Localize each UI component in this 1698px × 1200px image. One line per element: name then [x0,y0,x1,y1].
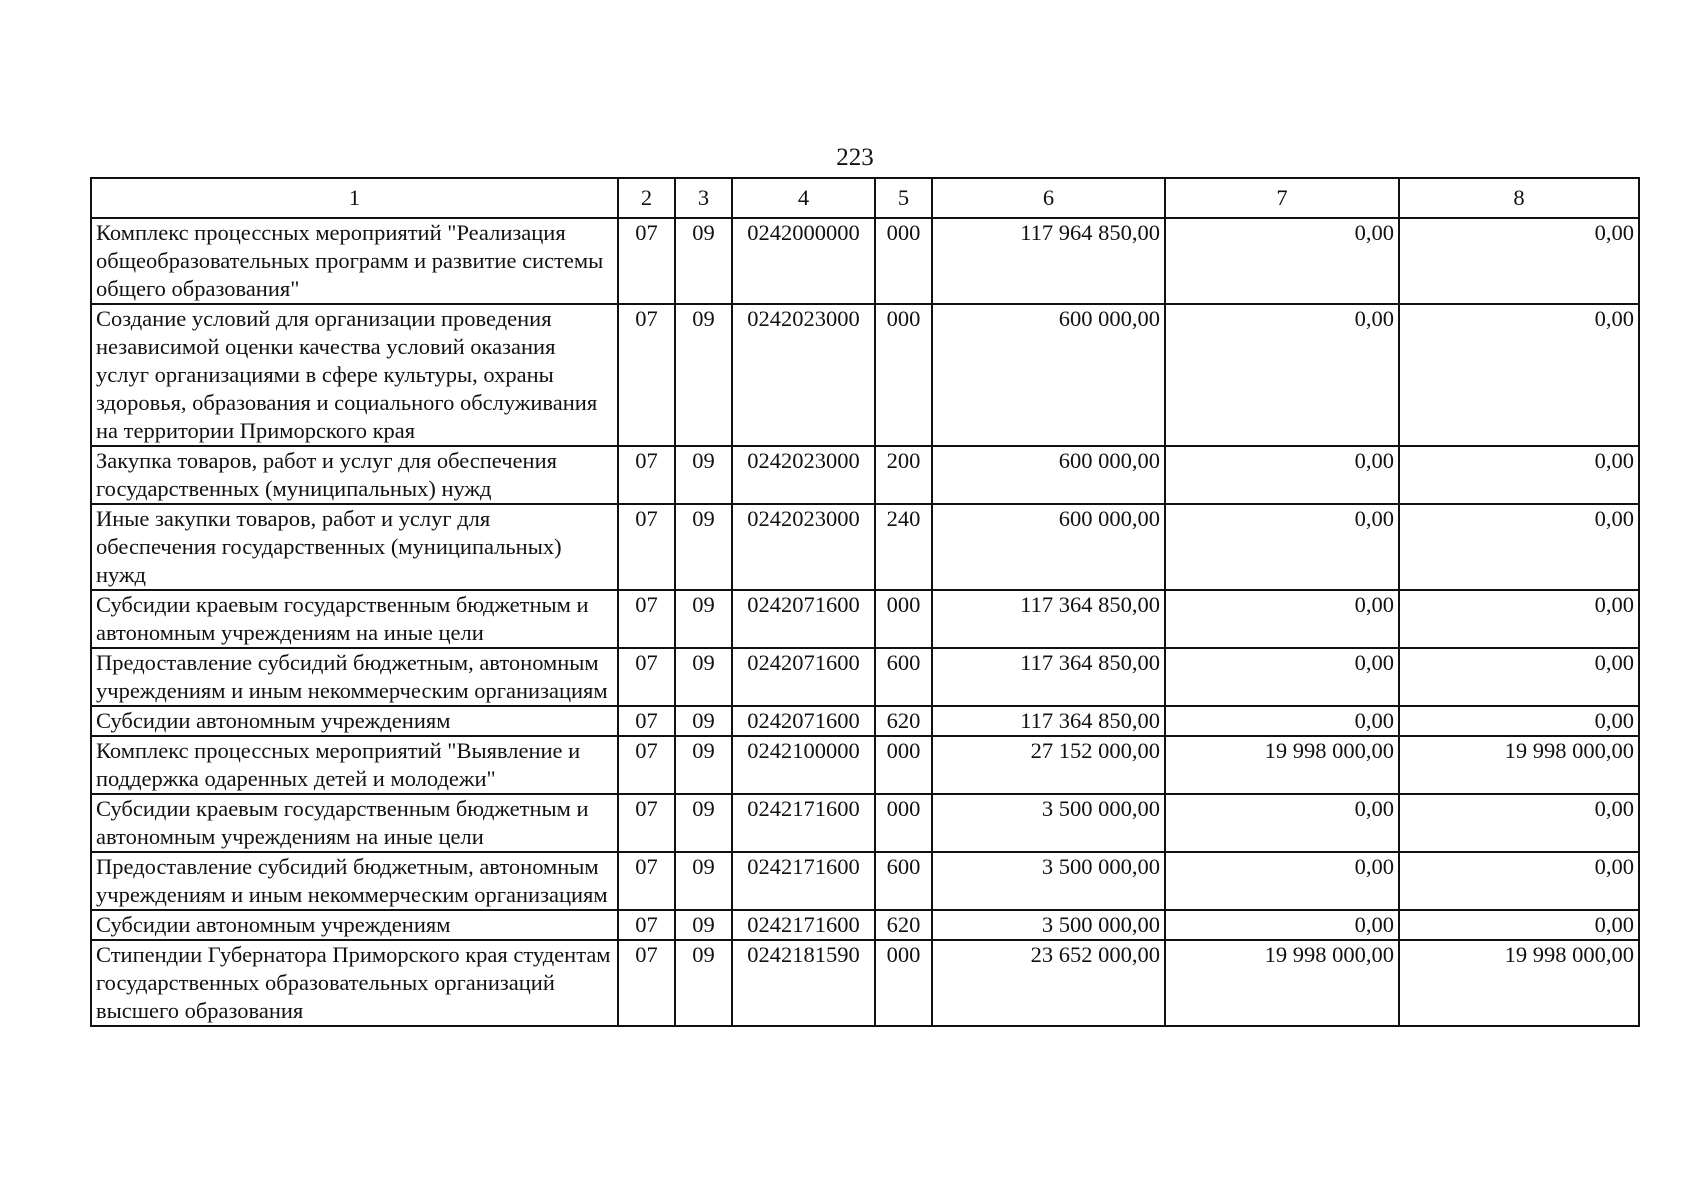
amount-col8-cell: 19 998 000,00 [1399,736,1639,794]
header-cell: 7 [1165,178,1399,218]
target-code-cell: 0242071600 [732,706,875,736]
item-name-cell: Субсидии автономным учреждениям [91,910,618,940]
header-cell: 5 [875,178,932,218]
header-cell: 2 [618,178,675,218]
subsection-code-cell: 09 [675,446,732,504]
amount-col6-cell: 3 500 000,00 [932,852,1165,910]
amount-col8-cell: 0,00 [1399,706,1639,736]
amount-col7-cell: 0,00 [1165,852,1399,910]
amount-col6-cell: 117 964 850,00 [932,218,1165,304]
table-row [91,794,1639,852]
amount-col6-cell: 600 000,00 [932,446,1165,504]
amount-col7-cell: 0,00 [1165,706,1399,736]
section-code-cell: 07 [618,910,675,940]
amount-col7-cell: 0,00 [1165,590,1399,648]
section-code-cell: 07 [618,446,675,504]
amount-col6-cell: 3 500 000,00 [932,794,1165,852]
amount-col7-cell: 0,00 [1165,648,1399,706]
table-row [91,648,1639,706]
target-code-cell: 0242023000 [732,504,875,590]
amount-col8-cell: 0,00 [1399,504,1639,590]
budget-table [90,177,1640,1027]
section-code-cell: 07 [618,648,675,706]
amount-col7-cell: 0,00 [1165,910,1399,940]
target-code-cell: 0242171600 [732,794,875,852]
expense-type-cell: 000 [875,590,932,648]
section-code-cell: 07 [618,590,675,648]
header-cell: 1 [91,178,618,218]
item-name-cell: Создание условий для организации проведения независимой оценки качества условий оказания услуг организациями в сфере культуры, охраны здоровья, образования и социального обслуживания на территории Приморского края [91,304,618,446]
target-code-cell: 0242023000 [732,304,875,446]
amount-col7-cell: 0,00 [1165,218,1399,304]
subsection-code-cell: 09 [675,794,732,852]
table-row [91,706,1639,736]
amount-col8-cell: 19 998 000,00 [1399,940,1639,1026]
target-code-cell: 0242071600 [732,590,875,648]
amount-col7-cell: 19 998 000,00 [1165,736,1399,794]
item-name-cell: Субсидии автономным учреждениям [91,706,618,736]
page-number: 223 [836,144,874,171]
expense-type-cell: 000 [875,940,932,1026]
section-code-cell: 07 [618,852,675,910]
section-code-cell: 07 [618,940,675,1026]
amount-col7-cell: 0,00 [1165,794,1399,852]
header-cell: 4 [732,178,875,218]
subsection-code-cell: 09 [675,648,732,706]
amount-col8-cell: 0,00 [1399,446,1639,504]
amount-col6-cell: 600 000,00 [932,504,1165,590]
amount-col6-cell: 117 364 850,00 [932,706,1165,736]
amount-col8-cell: 0,00 [1399,304,1639,446]
expense-type-cell: 000 [875,794,932,852]
expense-type-cell: 600 [875,852,932,910]
target-code-cell: 0242000000 [732,218,875,304]
item-name-cell: Комплекс процессных мероприятий "Реализация общеобразовательных программ и развитие системы общего образования" [91,218,618,304]
table-row [91,910,1639,940]
subsection-code-cell: 09 [675,218,732,304]
subsection-code-cell: 09 [675,910,732,940]
amount-col6-cell: 600 000,00 [932,304,1165,446]
item-name-cell: Иные закупки товаров, работ и услуг для обеспечения государственных (муниципальных) нужд [91,504,618,590]
table-row [91,736,1639,794]
item-name-cell: Стипендии Губернатора Приморского края студентам государственных образовательных организаций высшего образования [91,940,618,1026]
expense-type-cell: 000 [875,736,932,794]
item-name-cell: Комплекс процессных мероприятий "Выявление и поддержка одаренных детей и молодежи" [91,736,618,794]
amount-col8-cell: 0,00 [1399,910,1639,940]
header-cell: 3 [675,178,732,218]
expense-type-cell: 620 [875,910,932,940]
amount-col6-cell: 3 500 000,00 [932,910,1165,940]
subsection-code-cell: 09 [675,736,732,794]
target-code-cell: 0242171600 [732,852,875,910]
table-row [91,852,1639,910]
target-code-cell: 0242171600 [732,910,875,940]
amount-col7-cell: 0,00 [1165,304,1399,446]
target-code-cell: 0242100000 [732,736,875,794]
item-name-cell: Предоставление субсидий бюджетным, автономным учреждениям и иным некоммерческим организациям [91,648,618,706]
expense-type-cell: 620 [875,706,932,736]
subsection-code-cell: 09 [675,590,732,648]
amount-col8-cell: 0,00 [1399,648,1639,706]
table-row [91,590,1639,648]
amount-col8-cell: 0,00 [1399,218,1639,304]
item-name-cell: Субсидии краевым государственным бюджетным и автономным учреждениям на иные цели [91,794,618,852]
amount-col8-cell: 0,00 [1399,852,1639,910]
amount-col6-cell: 117 364 850,00 [932,590,1165,648]
amount-col6-cell: 27 152 000,00 [932,736,1165,794]
target-code-cell: 0242071600 [732,648,875,706]
table-row [91,218,1639,304]
expense-type-cell: 000 [875,304,932,446]
subsection-code-cell: 09 [675,940,732,1026]
subsection-code-cell: 09 [675,706,732,736]
section-code-cell: 07 [618,504,675,590]
section-code-cell: 07 [618,794,675,852]
section-code-cell: 07 [618,304,675,446]
expense-type-cell: 240 [875,504,932,590]
expense-type-cell: 600 [875,648,932,706]
header-row [91,178,1639,218]
amount-col7-cell: 19 998 000,00 [1165,940,1399,1026]
item-name-cell: Закупка товаров, работ и услуг для обеспечения государственных (муниципальных) нужд [91,446,618,504]
target-code-cell: 0242181590 [732,940,875,1026]
subsection-code-cell: 09 [675,304,732,446]
header-cell: 6 [932,178,1165,218]
amount-col8-cell: 0,00 [1399,590,1639,648]
expense-type-cell: 000 [875,218,932,304]
header-cell: 8 [1399,178,1639,218]
table-row [91,504,1639,590]
amount-col7-cell: 0,00 [1165,504,1399,590]
table-row [91,304,1639,446]
subsection-code-cell: 09 [675,852,732,910]
expense-type-cell: 200 [875,446,932,504]
amount-col7-cell: 0,00 [1165,446,1399,504]
item-name-cell: Субсидии краевым государственным бюджетным и автономным учреждениям на иные цели [91,590,618,648]
subsection-code-cell: 09 [675,504,732,590]
amount-col6-cell: 117 364 850,00 [932,648,1165,706]
section-code-cell: 07 [618,736,675,794]
amount-col8-cell: 0,00 [1399,794,1639,852]
table-row [91,940,1639,1026]
section-code-cell: 07 [618,706,675,736]
target-code-cell: 0242023000 [732,446,875,504]
amount-col6-cell: 23 652 000,00 [932,940,1165,1026]
item-name-cell: Предоставление субсидий бюджетным, автономным учреждениям и иным некоммерческим организациям [91,852,618,910]
table-row [91,446,1639,504]
section-code-cell: 07 [618,218,675,304]
